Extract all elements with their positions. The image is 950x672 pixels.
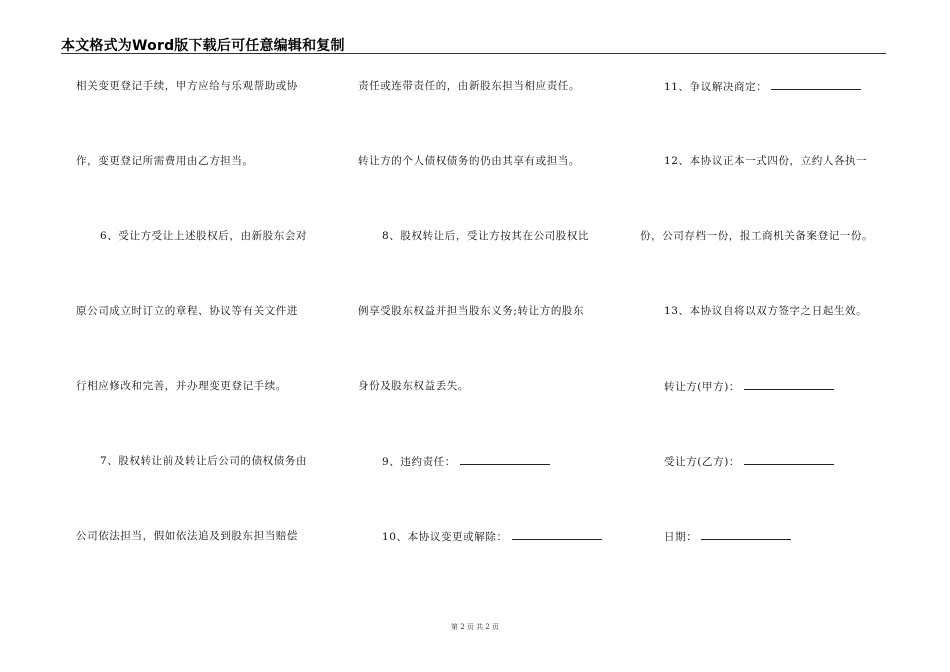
- clause-10-amendment: [358, 529, 620, 604]
- clause-12: 12、本协议正本一式四份，立约人各执一: [664, 155, 868, 167]
- fill-in-blank: [701, 529, 791, 540]
- text-line: 相关变更登记手续，甲方应给与乐观帮助或协: [76, 80, 298, 92]
- date-field: [640, 529, 890, 604]
- clause-6: 6、受让方受让上述股权后，由新股东会对: [100, 230, 308, 242]
- text-line: 转让方的个人债权债务的仍由其享有或担当。: [358, 155, 580, 167]
- text-line: 份，公司存档一份，报工商机关备案登记一份。: [640, 230, 874, 242]
- date-label: 日期：: [664, 531, 698, 543]
- clause-label: 9、违约责任：: [382, 456, 456, 468]
- text-line: 例享受股东权益并担当股东义务;转让方的股东: [358, 305, 585, 317]
- fill-in-blank: [460, 454, 550, 465]
- fill-in-blank: [744, 454, 834, 465]
- clause-8: 8、股权转让后，受让方按其在公司股权比: [382, 230, 590, 242]
- fill-in-blank: [512, 529, 602, 540]
- fill-in-blank: [771, 79, 861, 90]
- transferee-signature: [640, 454, 890, 529]
- clause-13: 13、本协议自将以双方签字之日起生效。: [664, 305, 868, 317]
- header-divider: [61, 53, 886, 54]
- clause-7: 7、股权转让前及转让后公司的债权债务由: [100, 455, 308, 467]
- transferor-signature: [640, 379, 890, 454]
- clause-9-breach: [358, 454, 620, 529]
- text-line: 身份及股东权益丢失。: [358, 380, 469, 392]
- signature-label: 受让方(乙方)：: [664, 456, 740, 468]
- text-column-2: [358, 79, 620, 604]
- text-line: 原公司成立时订立的章程、协议等有关文件进: [76, 305, 298, 317]
- fill-in-blank: [744, 379, 834, 390]
- text-line: 行相应修改和完善，并办理变更登记手续。: [76, 380, 287, 392]
- clause-11-dispute: [640, 79, 890, 154]
- document-header-title: 本文格式为Word版下载后可任意编辑和复制: [61, 38, 345, 54]
- text-column-1: [76, 79, 338, 604]
- clause-label: 11、争议解决商定：: [664, 81, 768, 93]
- text-line: 责任或连带责任的，由新股东担当相应责任。: [358, 80, 580, 92]
- text-column-3: [640, 79, 890, 604]
- signature-label: 转让方(甲方)：: [664, 381, 740, 393]
- text-line: 公司依法担当，假如依法追及到股东担当赔偿: [76, 530, 298, 542]
- text-line: 作，变更登记所需费用由乙方担当。: [76, 155, 254, 167]
- clause-label: 10、本协议变更或解除：: [382, 531, 508, 543]
- page-number: 第 2 页 共 2 页: [450, 623, 500, 631]
